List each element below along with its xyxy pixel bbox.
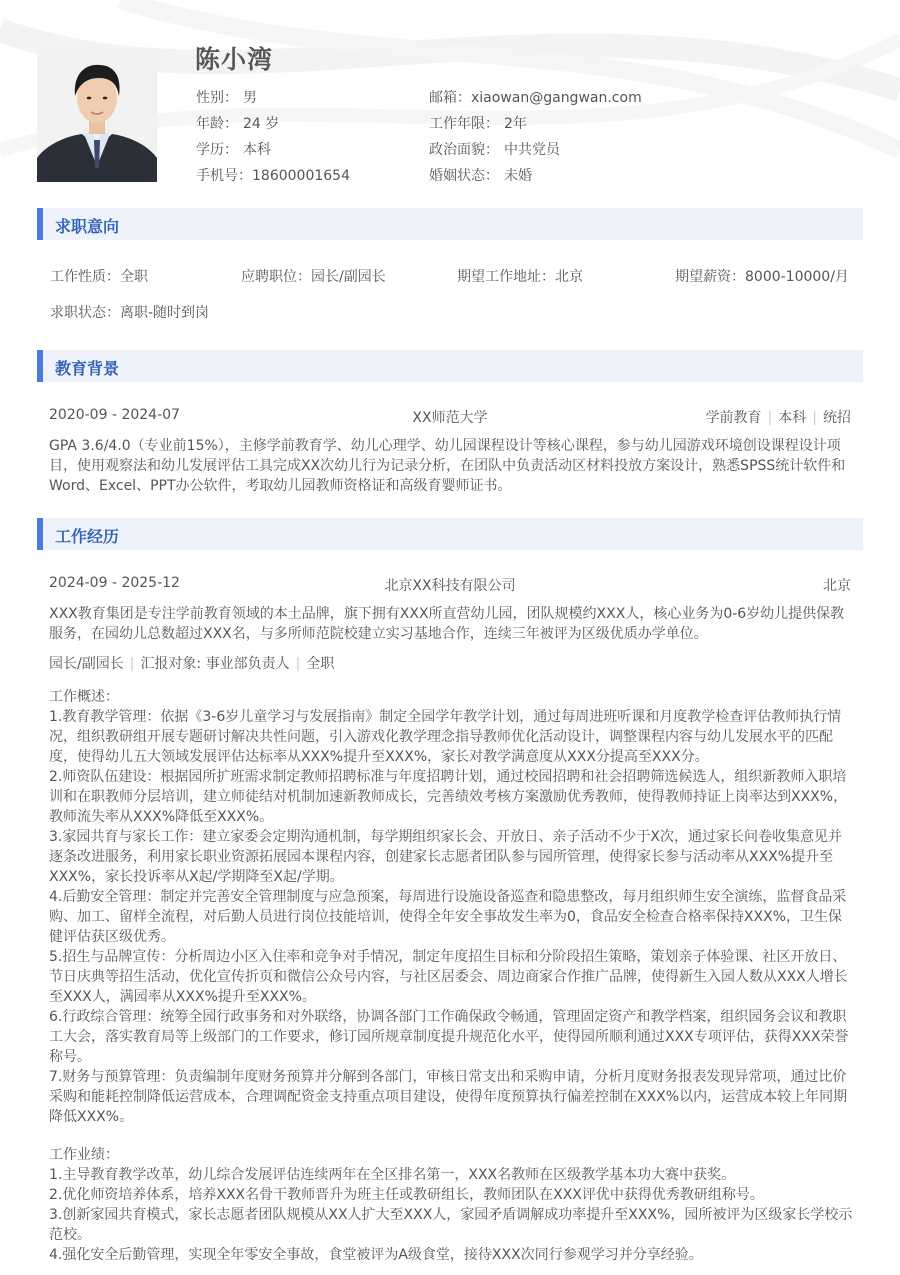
work-company-intro [49,604,855,644]
phone-value: 18600001654 [252,168,350,184]
intent-position [241,266,386,286]
work-role: 园长/副园长 [49,656,124,672]
politics-value: 中共党员 [504,142,560,158]
summary-line: 度，使得幼儿五大领域发展评估达标率从XXX%提升至XXX%，家长对教学满意度从XXX分提高至XXX分。 [49,749,709,765]
work-meta: 园长/副园长 | 汇报对象: 事业部负责人 | 全职 [49,656,335,672]
years-row [429,113,527,133]
politics-label: 政治面貌： [429,142,499,158]
achievement-line: 3.创新家园共育模式，家长志愿者团队规模从XX人扩大至XXX人，家园矛盾调解成功率提升至XXX%，园所被评为区级家长学校示 [49,1207,853,1223]
politics-row [429,139,560,159]
work-achievements-title: 工作业绩： [49,1147,119,1163]
intent-section-title: 求职意向 [55,217,120,236]
email-row [429,87,642,107]
intent-location-value: 北京 [555,269,583,285]
email-label: 邮箱： [429,90,471,106]
education-line: GPA 3.6/4.0（专业前15%），主修学前教育学、幼儿心理学、幼儿园课程设计等核心课程，参与幼儿园游戏环境创设课程设计项 [49,438,841,454]
section-accent [37,518,43,550]
summary-line: 教师流失率从XXX%降低至XXX%。 [49,809,274,825]
email-value: xiaowan@gangwan.com [471,90,642,106]
education-level-value: 本科 [243,142,271,158]
summary-line: 3.家园共育与家长工作：建立家委会定期沟通机制，每学期组织家长会、开放日、亲子活动不少于X次，通过家长问卷收集意见并 [49,829,842,845]
section-accent [37,350,43,382]
intent-status [50,302,209,322]
age-row [196,113,279,133]
intent-salary [675,266,849,286]
gender-label: 性别： [196,90,238,106]
summary-line: 训和在职教师分层培训，建立师徒结对机制加速新教师成长，完善绩效考核方案激励优秀教师，使得教师持证上岗率达到XXX%， [49,789,848,805]
intent-location [457,266,583,286]
marital-label: 婚姻状态： [429,168,499,184]
summary-line: XXX%，家长投诉率从X起/学期降至X起/学期。 [49,869,344,885]
age-value: 24 岁 [243,116,280,132]
summary-line: 降低XXX%。 [49,1109,134,1125]
work-city: 北京 [823,578,851,594]
achievement-line: 1.主导教育教学改革，幼儿综合发展评估连续两年在全区排名第一，XXX名教师在区级教学基本功大赛中获奖。 [49,1167,736,1183]
summary-line: 逐条改进服务，利用家长职业资源拓展园本课程内容，创建家长志愿者团队参与园所管理，使得家长参与活动率从XXX%提升至 [49,849,834,865]
summary-line: 称号。 [49,1049,91,1065]
profile-photo [37,48,157,182]
summary-line: 6.行政综合管理：统筹全园行政事务和对外联络，协调各部门工作确保政令畅通，管理固定资产和教学档案，组织园务会议和教职 [49,1009,847,1025]
work-intro-line: XXX教育集团是专注学前教育领域的本土品牌，旗下拥有XXX所直营幼儿园，团队规模约XXX人，核心业务为0-6岁幼儿提供保教 [49,606,845,622]
achievement-line: 2.优化师资培养体系，培养XXX名骨干教师晋升为班主任或教研组长，教师团队在XXX评优中获得优秀教研组称号。 [49,1187,764,1203]
work-summary [49,687,855,1127]
section-accent [37,208,43,240]
education-description [49,436,855,496]
gender-row [196,87,257,107]
age-label: 年龄： [196,116,238,132]
marital-value: 未婚 [504,168,532,184]
education-level-row [196,139,271,159]
intent-location-label: 期望工作地址： [457,269,555,285]
education-degree: 本科 [778,410,807,426]
intent-position-label: 应聘职位： [241,269,311,285]
marital-row [429,165,532,185]
candidate-name: 陈小湾 [195,45,274,74]
education-line: 目，使用观察法和幼儿发展评估工具完成XX次幼儿行为记录分析，在团队中负责活动区材料投放方案设计，熟悉SPSS统计软件和 [49,458,846,474]
work-summary-title: 工作概述： [49,689,119,705]
work-section-header [37,518,863,550]
work-period: 2024-09 - 2025-12 [49,575,180,591]
summary-line: 1.教育教学管理：依据《3-6岁儿童学习与发展指南》制定全园学年教学计划，通过每周进班听课和月度教学检查评估教师执行情 [49,709,842,725]
education-school: XX师范大学 [412,410,488,426]
summary-line: 2.师资队伍建设：根据园所扩班需求制定教师招聘标准与年度招聘计划，通过校园招聘和社会招聘筛选候选人，组织新教师入职培 [49,769,847,785]
phone-row [196,165,350,185]
summary-line: 4.后勤安全管理：制定并完善安全管理制度与应急预案，每周进行设施设备巡查和隐患整改，每月组织师生安全演练，监督食品采 [49,889,847,905]
phone-label: 手机号： [196,168,252,184]
gender-value: 男 [243,90,257,106]
education-line: Word、Excel、PPT办公软件，考取幼儿园教师资格证和高级育婴师证书。 [49,478,512,494]
summary-line: 7.财务与预算管理：负责编制年度财务预算并分解到各部门，审核日常支出和采购申请，分析月度财务报表发现异常项，通过比价 [49,1069,847,1085]
work-intro-line: 服务，在园幼儿总数超过XXX名，与多所师范院校建立实习基地合作，连续三年被评为区级优质办学单位。 [49,626,708,642]
education-mode: 统招 [823,410,851,426]
education-level-label: 学历： [196,142,238,158]
summary-line: 购、加工、留样全流程，对后勤人员进行岗位技能培训，使得全年安全事故发生率为0，食品安全检查合格率保持XXX%，卫生保 [49,909,842,925]
intent-salary-value: 8000-10000/月 [745,269,849,285]
intent-type [50,266,148,286]
education-period: 2020-09 - 2024-07 [49,407,180,423]
summary-line: 况，组织教研组开展专题研讨解决共性问题，引入游戏化教学理念指导教师优化活动设计，调整课程内容与幼儿发展水平的匹配 [49,729,833,745]
work-company: 北京XX科技有限公司 [384,578,516,594]
years-label: 工作年限： [429,116,499,132]
education-section-title: 教育背景 [55,359,120,378]
intent-type-label: 工作性质： [50,269,120,285]
intent-status-value: 离职-随时到岗 [120,305,210,321]
summary-line: 健评估获区级优秀。 [49,929,175,945]
work-job-type: 全职 [306,656,335,672]
intent-section-header [37,208,863,240]
intent-type-value: 全职 [120,269,148,285]
work-achievements [49,1145,855,1265]
intent-status-label: 求职状态： [50,305,120,321]
achievement-line: 范校。 [49,1227,91,1243]
intent-salary-label: 期望薪资： [675,269,745,285]
work-report: 汇报对象: 事业部负责人 [140,656,290,672]
years-value: 2年 [504,116,527,132]
education-major: 学前教育 [705,410,762,426]
summary-line: 节日庆典等招生活动，优化宣传折页和微信公众号内容，与社区居委会、周边商家合作推广品牌，使得新生入园人数从XXX人增长 [49,969,848,985]
education-section-header [37,350,863,382]
summary-line: 至XXX人，满园率从XXX%提升至XXX%。 [49,989,316,1005]
education-tags: 学前教育 | 本科 | 统招 [705,410,851,426]
work-section-title: 工作经历 [55,527,120,546]
summary-line: 工大会，落实教育局等上级部门的工作要求，修订园所规章制度提升规范化水平，使得园所顺利通过XXX专项评估，获得XXX荣誉 [49,1029,849,1045]
summary-line: 采购和能耗控制降低运营成本，合理调配资金支持重点项目建设，使得年度预算执行偏差控制在XXX%以内，运营成本较上年同期 [49,1089,848,1105]
achievement-line: 4.强化安全后勤管理，实现全年零安全事故，食堂被评为A级食堂，接待XXX次同行参观学习并分享经验。 [49,1247,703,1263]
intent-position-value: 园长/副园长 [311,269,386,285]
summary-line: 5.招生与品牌宣传：分析周边小区入住率和竞争对手情况，制定年度招生目标和分阶段招生策略，策划亲子体验课、社区开放日、 [49,949,847,965]
